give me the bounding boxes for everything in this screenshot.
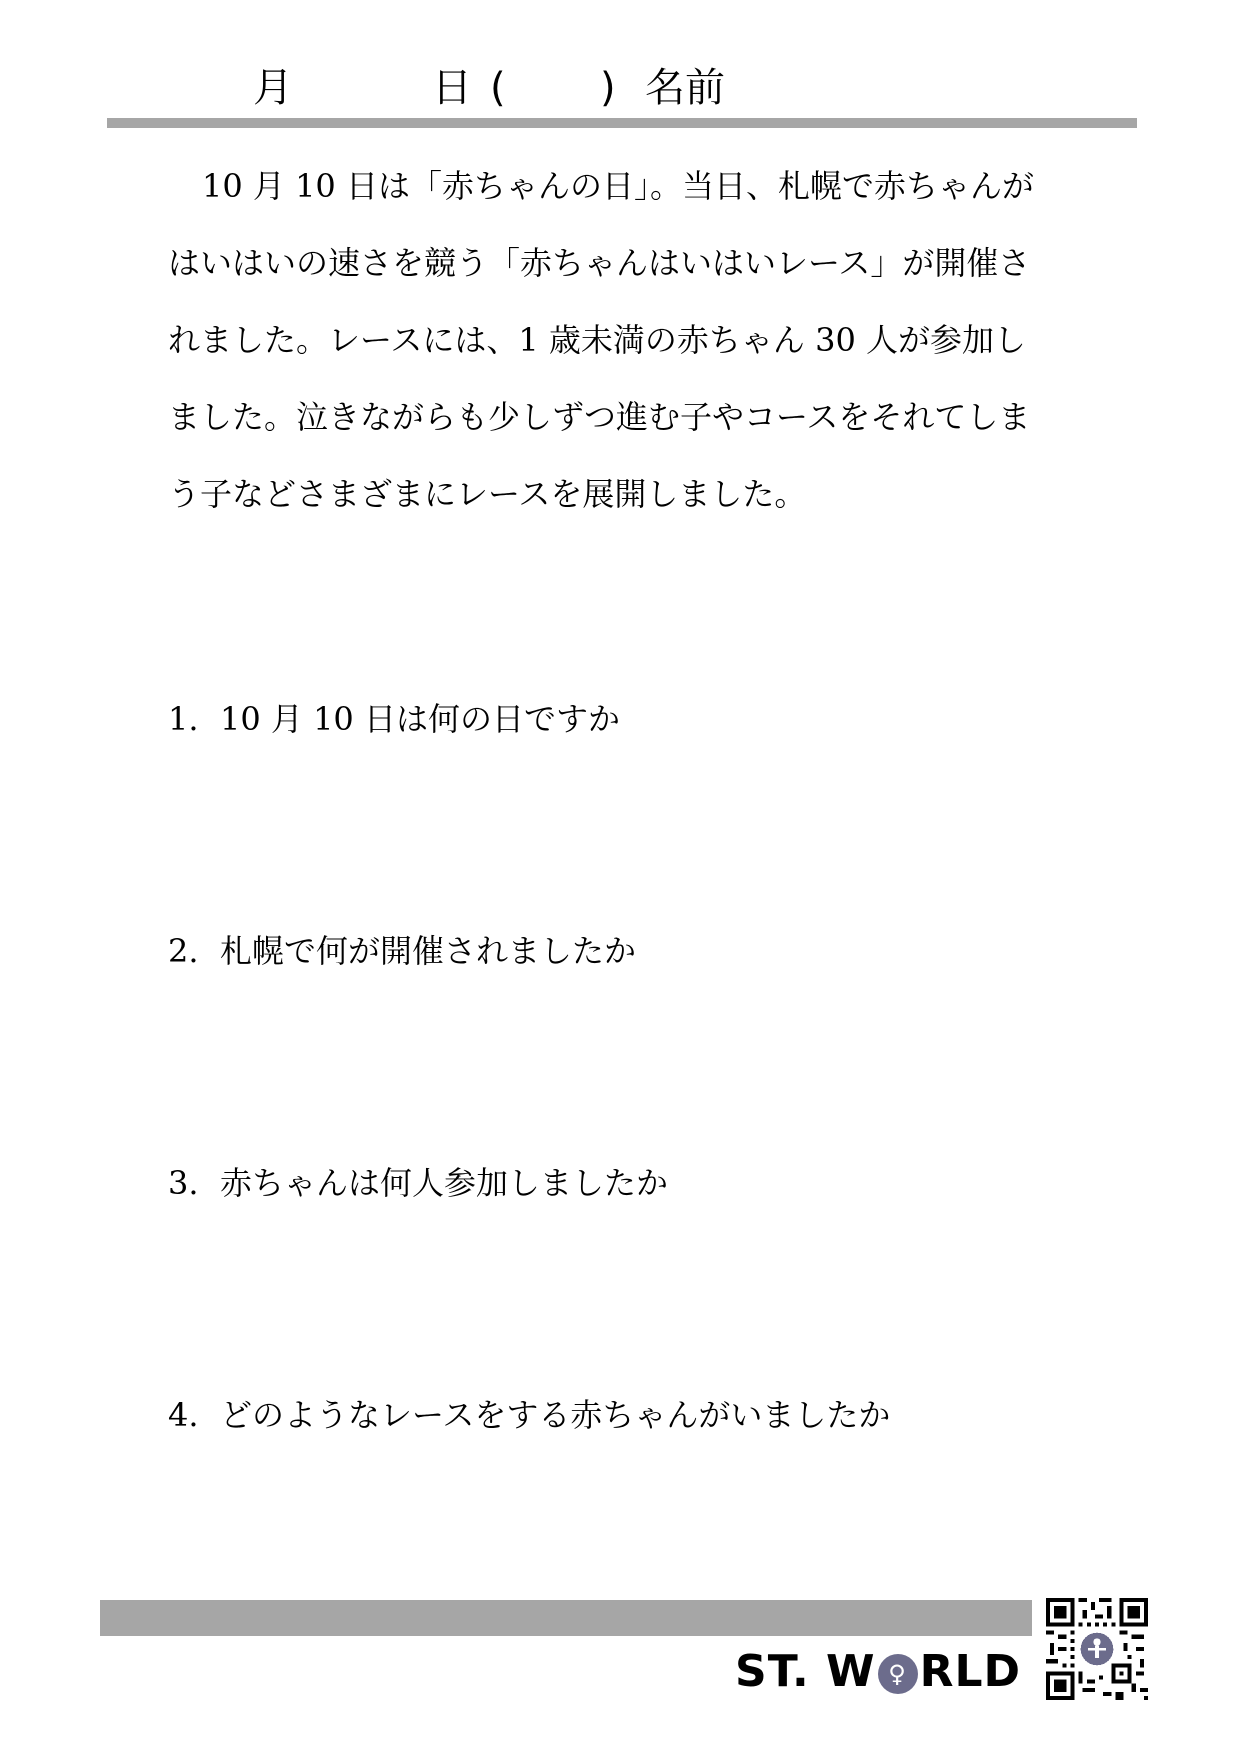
name-date-header [0,58,1240,118]
reading-passage [168,148,1098,533]
question-2 [168,926,636,976]
header-divider [107,118,1137,128]
question-text: 10 月 10 日は何の日ですか [220,700,620,738]
passage-line: 10 月 10 日は「赤ちゃんの日」。当日、札幌で赤ちゃんが [202,167,1034,205]
passage-line: はいはいの速さを競う「赤ちゃんはいはいレース」が開催さ [168,244,1031,282]
question-1 [168,694,620,744]
brand-text: ST. W [735,1646,876,1697]
passage-line: れました。レースには、1 歳未満の赤ちゃん 30 人が参加し [168,321,1026,359]
question-4 [168,1390,890,1440]
paren-open: ( [490,65,506,111]
footer-bar [100,1600,1032,1636]
brand-text: RLD [919,1646,1022,1697]
brand-logo [735,1642,1035,1702]
question-number: 3. [168,1164,199,1202]
question-3 [168,1158,668,1208]
paren-close: ) [600,65,616,111]
qr-code-icon [1046,1598,1148,1700]
passage-line: ました。泣きながらも少しずつ進む子やコースをそれてしま [168,398,1031,436]
question-text: 赤ちゃんは何人参加しましたか [220,1164,669,1202]
question-text: どのようなレースをする赤ちゃんがいましたか [220,1396,891,1434]
vitruvian-logo-icon: ♀ [878,1654,918,1694]
question-number: 1. [168,700,199,738]
question-number: 2. [168,932,199,970]
month-label: 月 [253,65,293,111]
passage-line: う子などさまざまにレースを展開しました。 [168,475,807,513]
day-label: 日 [432,65,472,111]
name-label: 名前 [645,65,725,111]
question-text: 札幌で何が開催されましたか [220,932,637,970]
question-number: 4. [168,1396,199,1434]
